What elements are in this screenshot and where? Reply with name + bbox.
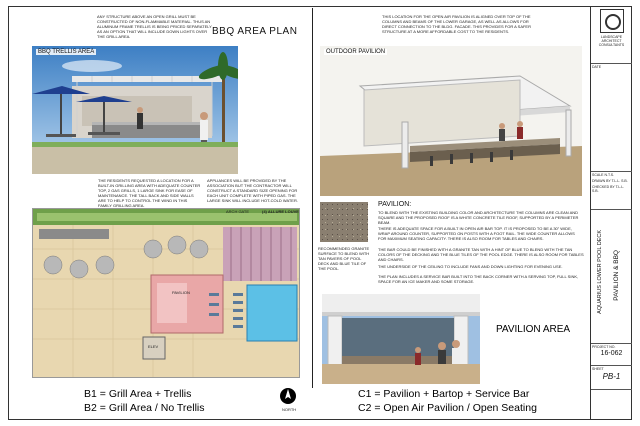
plan-label-pavilion: PAVILION xyxy=(172,290,190,295)
bbq-render-svg xyxy=(32,46,238,174)
pavilion-heading: PAVILION: xyxy=(378,201,412,208)
granite-swatch xyxy=(320,202,368,242)
legend-c1-text: = Pavilion + Bartop + Service Bar xyxy=(374,388,530,400)
outdoor-pavilion-render xyxy=(320,46,582,196)
checked-by-field xyxy=(591,184,632,194)
granite-note: RECOMMENDED GRANITE SURFACE TO BLEND WITH TAN PAVERS OF POOL DECK AND BLUE TILE OF THE POOL. xyxy=(318,246,370,271)
pavilion-paragraph-4: THE UNDERSIDE OF THE CEILING TO INCLUDE FANS AND DOWN LIGHTING FOR EVENING USE. xyxy=(378,264,563,269)
pavilion-paragraph-3: THE BAR COULD BE FINISHED WITH A GRANITE TAN WITH A HINT OF BLUE TO BLEND WITH THE TAN COLORS OF THE DECKING AND THE BLUE TILES OF THE POOL EDGE. THERE IS ALSO ROOM FOR TABLES AND CHAIRS. xyxy=(378,247,584,262)
project-name-vertical: AQUARIUS LOWER POOL DECK xyxy=(597,230,603,314)
bbq-trellis-render xyxy=(32,46,238,174)
bbq-render-label: BBQ TRELLIS AREA xyxy=(38,49,95,55)
legend-b2-text: = Grill Area / No Trellis xyxy=(99,402,205,414)
pavilion-paragraph-1: TO BLEND WITH THE EXISTING BUILDING COLOR AND ARCHITECTURE THE COLUMNS ARE CLEAN AND SQUARE AND THE PROPOSED ROOF IS A WHITE CONCRETE TILE ROOF, SUPPORTED BY A PERIMETER BEAM. xyxy=(378,210,579,225)
sheet-no-value: PB-1 xyxy=(602,372,621,381)
pavilion-render-label: OUTDOOR PAVILION xyxy=(326,49,386,55)
plan-label-elev: ELEV xyxy=(148,344,159,349)
legend-b2-code: B2 xyxy=(84,402,97,414)
legend-b1 xyxy=(84,388,191,400)
site-plan-svg xyxy=(33,209,300,378)
pavilion-paragraph-2: THERE IS ADEQUATE SPACE FOR A BUILT IN OPEN AIR BAR TOP. IT IS PROPOSED TO BE A 30" WIDE, WRAP AROUND COUNTER, SUPPORTED ON POSTS WITH A FOOT RAIL. THE WIDE COUNTER ALLOWS FOR MAXIMUM SEATING CAPACITY. THERE IS ALSO ROOM FOR TABLES AND CHAIRS. xyxy=(378,226,575,241)
project-title-cell xyxy=(591,210,632,344)
pavilion-area-label: PAVILION AREA xyxy=(496,324,571,335)
sheet-no-label: SHEET xyxy=(592,367,604,371)
appliances-note: APPLIANCES WILL BE PROVIDED BY THE ASSOCIATION BUT THE CONTRACTOR WILL CONSTRUCT A STANDARD SIZE OPENING FOR EACH UNIT COMPLETE WITH PIPED GAS. THE LARGE SINK WILL INCLUDE HOT-COLD WATER. xyxy=(207,178,298,203)
sheet-title-vertical: PAVILION & BBQ xyxy=(613,250,620,301)
legend-c2-code: C2 xyxy=(358,402,372,414)
grill-note: THE RESIDENTS REQUESTED A LOCATION FOR A BUILT-IN GRILLING AREA WITH ADEQUATE COUNTER TOP, 2 GAS GRILLS, 1 LARGE SINK FOR EASE OF MAINTENANCE. THE TALL BACK AND SIDE WALLS ARE TO HELP TO CONTROL THE WIND IN THIS FAMILY GRILLING AREA. xyxy=(98,178,201,208)
legend-c2-text: = Open Air Pavilion / Open Seating xyxy=(374,402,537,414)
legend-c2 xyxy=(358,402,537,414)
sheet-number-cell xyxy=(591,366,632,390)
scale-field-label: SCALE xyxy=(592,173,604,177)
pavilion-location-note: THIS LOCATION FOR THE OPEN AIR PAVILION IS ALIGNED OVER TOP OF THE COLUMNS AND BEAMS OF THE LOWER GARAGE, AS WELL AS ALLOWS FOR DIRECT CONNECTION TO THE BLDG. FACADE. THIS PROVIDES FOR A SAFER STRUCTURE AT A MORE AFFORDABLE COST TO THE RESIDENTS. xyxy=(382,14,531,34)
center-divider xyxy=(312,8,313,388)
pavilion-area-svg xyxy=(322,294,480,384)
north-label: NORTH xyxy=(282,407,297,412)
project-no-value: 16-062 xyxy=(600,350,623,357)
checked-by-value: T.L.L. S.B. xyxy=(592,185,625,193)
date-field-label: DATE xyxy=(592,65,602,69)
scale-value: N.T.S. xyxy=(604,173,614,177)
legend-b1-code: B1 xyxy=(84,388,97,400)
legend-c1-code: C1 xyxy=(358,388,372,400)
page-title-bbq: BBQ AREA PLAN xyxy=(212,26,298,37)
title-block xyxy=(590,6,632,420)
revisions-cell xyxy=(591,64,632,172)
bbq-site-plan xyxy=(32,208,300,378)
project-no-label: PROJECT NO. xyxy=(592,345,616,349)
pavilion-render-svg xyxy=(320,46,582,196)
firm-name: LANDSCAPE ARCHITECT CONSULTANTS xyxy=(598,35,625,47)
pavilion-paragraph-5: THE PLAN INCLUDES A SERVICE BAR BUILT INTO THE BACK CORNER WITH A SERVING TOP, FULL SINK, SPACE FOR AN ICE MAKER AND SOME STORAGE. xyxy=(378,274,579,284)
drawn-by-value: T.L.L. S.B. xyxy=(611,179,628,183)
info-cell xyxy=(591,172,632,210)
project-number-cell xyxy=(591,344,632,366)
legend-b1-text: = Grill Area + Trellis xyxy=(99,388,192,400)
legend-c1 xyxy=(358,388,529,400)
checked-by-label: CHECKED BY xyxy=(592,185,615,189)
legend-b2 xyxy=(84,402,205,414)
firm-logo-icon xyxy=(600,9,624,33)
trellis-note: ANY STRUCTURE ABOVE AN OPEN GRILL MUST BE CONSTRUCTED OF NON-FLAMMABLE MATERIAL. THUS AN ALUMINUM FRAME TRELLIS IS BEING PRICED SEPARATELY AS AN OPTION THAT WILL INCLUDE DOWN LIGHTS OVER THE GRILL AREA. xyxy=(97,14,212,39)
plan-label-allure-louve: (4) ALLURE LOUVE xyxy=(262,209,299,214)
pavilion-area-render xyxy=(322,294,480,384)
firm-logo-cell xyxy=(591,6,632,64)
plan-label-arch-gate: ARCH GATE xyxy=(226,209,250,214)
drawn-by-label: DRAWN BY xyxy=(592,179,611,183)
